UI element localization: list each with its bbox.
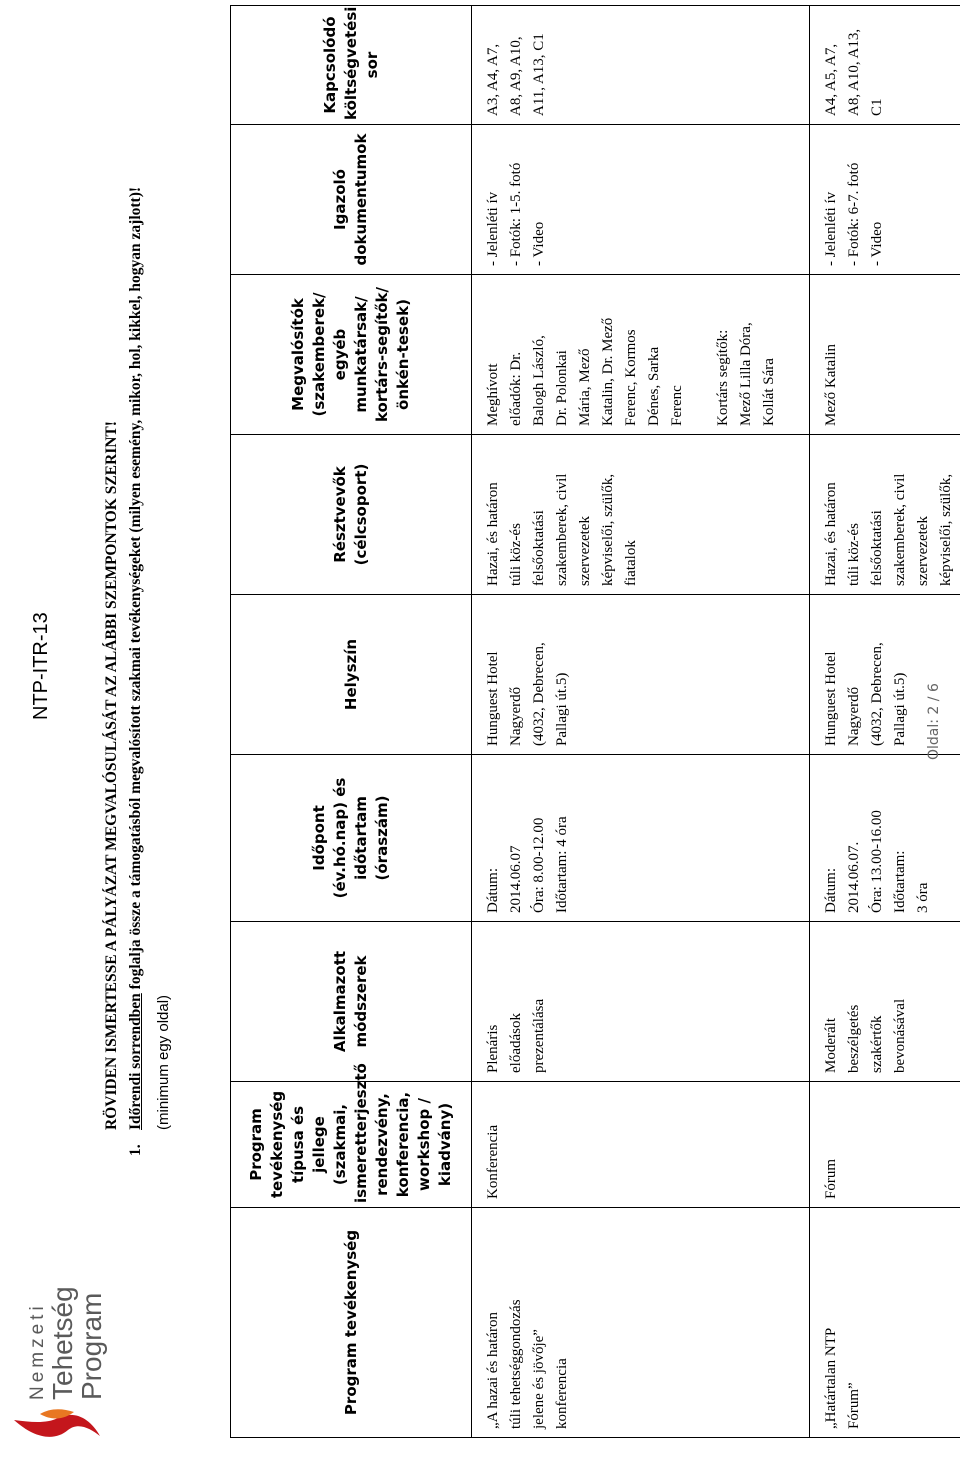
- cell-line: Dátum:: [485, 868, 501, 913]
- cell-line: A11, A13, C1: [531, 33, 547, 116]
- table-row: [472, 6, 810, 1438]
- cell-line: Mező Katalin: [823, 343, 839, 426]
- cell-line: konferencia: [554, 1358, 570, 1429]
- table-cell-implementers: [810, 275, 960, 435]
- table-cell-type: [472, 1082, 810, 1208]
- cell-line: felsőoktatási: [869, 510, 885, 586]
- cell-line: (4032, Debrecen,: [531, 642, 547, 746]
- page-number: Oldal: 2 / 6: [926, 683, 942, 760]
- cell-line: A8, A10, A13,: [846, 28, 862, 116]
- cell-line: képviselői, szülők,: [600, 473, 616, 586]
- table-cell-methods: [472, 922, 810, 1082]
- column-header: Időpont (év.hó.nap) és időtartam (óraszám): [231, 755, 472, 922]
- cell-line: túli köz-és: [508, 523, 524, 586]
- cell-line: Időtartam: 4 óra: [554, 816, 570, 913]
- cell-line: Konferencia: [485, 1124, 501, 1199]
- cell-line: A3, A4, A7,: [485, 43, 501, 116]
- cell-line: beszélgetés: [846, 1004, 862, 1073]
- cell-line: - Fotók: 6-7. fotó: [846, 162, 862, 266]
- column-header: Alkalmazott módszerek: [231, 922, 472, 1082]
- cell-line: - Video: [531, 221, 547, 266]
- cell-line: szakemberek, civil: [554, 473, 570, 586]
- cell-line: Meghívott: [485, 363, 501, 426]
- cell-line: Hunguest Hotel: [823, 651, 839, 746]
- cell-line: Balogh László,: [531, 335, 547, 426]
- cell-line: szervezetek: [577, 516, 593, 586]
- page-title: RÖVIDEN ISMERTESSE A PÁLYÁZAT MEGVALÓSULÁSÁT AZ ALÁBBI SZEMPONTOK SZERINT!: [103, 421, 120, 1130]
- cell-line: túli tehetséggondozás: [508, 1299, 524, 1429]
- cell-line: A4, A5, A7,: [823, 43, 839, 116]
- cell-line: előadások: [508, 1013, 524, 1073]
- column-header: Kapcsolódó költségvetési sor: [231, 6, 472, 125]
- column-header: Megvalósítók (szakemberek/ egyéb munkatársak/ kortárs-segítők/önkén-tesek): [231, 275, 472, 435]
- cell-line: A8, A9, A10,: [508, 36, 524, 116]
- cell-line: 3 óra: [915, 882, 931, 913]
- activities-table: [230, 5, 960, 1438]
- cell-line: Ferenc, Kormos: [623, 329, 639, 426]
- cell-line: Hunguest Hotel: [485, 651, 501, 746]
- cell-line: - Jelenléti ív: [823, 191, 839, 266]
- logo: [10, 1198, 110, 1448]
- table-cell-budget: [810, 6, 960, 125]
- cell-line: „A hazai és határon: [485, 1311, 501, 1429]
- cell-line: szakértők: [869, 1015, 885, 1073]
- cell-line: képviselői, szülők,: [938, 473, 954, 586]
- cell-line: szakemberek, civil: [892, 473, 908, 586]
- cell-line: Dénes, Sarka: [646, 346, 662, 426]
- table-cell-program: [810, 1208, 960, 1438]
- column-header: Program tevékenység: [231, 1208, 472, 1438]
- logo-line-2: Tehetség Program: [46, 1286, 108, 1400]
- cell-line: - Fotók: 1-5. fotó: [508, 162, 524, 266]
- table-cell-documents: [472, 125, 810, 275]
- table-cell-program: [472, 1208, 810, 1438]
- table-cell-participants: [810, 435, 960, 595]
- cell-line: „Határtalan NTP: [823, 1327, 839, 1429]
- cell-line: Pallagi út.5): [892, 672, 908, 746]
- cell-line: szervezetek: [915, 516, 931, 586]
- cell-line: Nagyerdő: [846, 686, 862, 746]
- cell-line: Dátum:: [823, 868, 839, 913]
- cell-line: Dr. Polonkai: [554, 350, 570, 426]
- cell-line: jelene és jövője”: [531, 1329, 547, 1429]
- cell-line: bevonásával: [892, 998, 908, 1073]
- table-cell-participants: [472, 435, 810, 595]
- column-header: Helyszín: [231, 595, 472, 755]
- cell-line: Óra: 13.00-16.00: [869, 810, 885, 913]
- logo-line-1: Nemzeti: [27, 1302, 48, 1400]
- cell-line: Hazai, és határon: [823, 482, 839, 586]
- table-cell-location: [472, 595, 810, 755]
- cell-spacer: [689, 283, 712, 426]
- column-header: Program tevékenység típusa és jellege (szakmai, ismeretterjesztő rendezvény, konferencia, workshop / kiadvány): [231, 1082, 472, 1208]
- cell-line: előadók: Dr.: [508, 351, 524, 426]
- cell-line: Mező Lilla Dóra,: [738, 322, 754, 426]
- cell-line: 2014.06.07.: [846, 841, 862, 913]
- cell-line: Nagyerdő: [508, 686, 524, 746]
- cell-line: - Jelenléti ív: [485, 191, 501, 266]
- logo-text: [28, 1198, 107, 1400]
- document-code: NTP-ITR-13: [30, 612, 52, 720]
- cell-line: - Video: [869, 221, 885, 266]
- cell-line: C1: [869, 98, 885, 116]
- section-heading: [100, 186, 172, 1156]
- cell-line: Pallagi út.5): [554, 672, 570, 746]
- cell-line: Mária, Mező: [577, 348, 593, 426]
- cell-line: 2014.06.07: [508, 845, 524, 913]
- cell-line: Moderált: [823, 1018, 839, 1073]
- logo-flame-icon: [10, 1404, 106, 1448]
- table-cell-implementers: [472, 275, 810, 435]
- table-cell-documents: [810, 125, 960, 275]
- table-header-row: [231, 6, 472, 1438]
- instruction-underlined: Időrendi sorrendben: [127, 993, 144, 1130]
- table-cell-time: [472, 755, 810, 922]
- instruction-rest: foglalja össze a támogatásból megvalósított szakmai tevékenységeket (milyen esemény, mikor, hol, kikkel, hogyan zajlott)!: [127, 186, 144, 994]
- cell-line: Óra: 8.00-12.00: [531, 817, 547, 913]
- instruction-text: [124, 30, 148, 1130]
- cell-line: Fórum: [823, 1158, 839, 1199]
- cell-line: prezentálása: [531, 998, 547, 1073]
- cell-line: Ferenc: [669, 385, 685, 426]
- table-cell-methods: [810, 922, 960, 1082]
- cell-line: Plenáris: [485, 1024, 501, 1073]
- cell-line: fiatalok: [623, 540, 639, 586]
- instruction-number: 1.: [127, 1144, 144, 1156]
- cell-line: Kortárs segítők:: [715, 329, 731, 426]
- cell-line: (4032, Debrecen,: [869, 642, 885, 746]
- table-cell-type: [810, 1082, 960, 1208]
- cell-line: túli köz-és: [846, 523, 862, 586]
- table-body: [472, 6, 960, 1438]
- column-header: Igazoló dokumentumok: [231, 125, 472, 275]
- cell-line: Hazai, és határon: [485, 482, 501, 586]
- table-cell-budget: [472, 6, 810, 125]
- instruction-note: (minimum egy oldal): [155, 994, 172, 1130]
- cell-line: Kollát Sára: [761, 358, 777, 426]
- column-header: Résztvevők (célcsoport): [231, 435, 472, 595]
- cell-line: Időtartam:: [892, 850, 908, 913]
- cell-line: Fórum”: [846, 1382, 862, 1429]
- cell-line: felsőoktatási: [531, 510, 547, 586]
- cell-line: Katalin, Dr. Mező: [600, 317, 616, 426]
- table-cell-time: [810, 755, 960, 922]
